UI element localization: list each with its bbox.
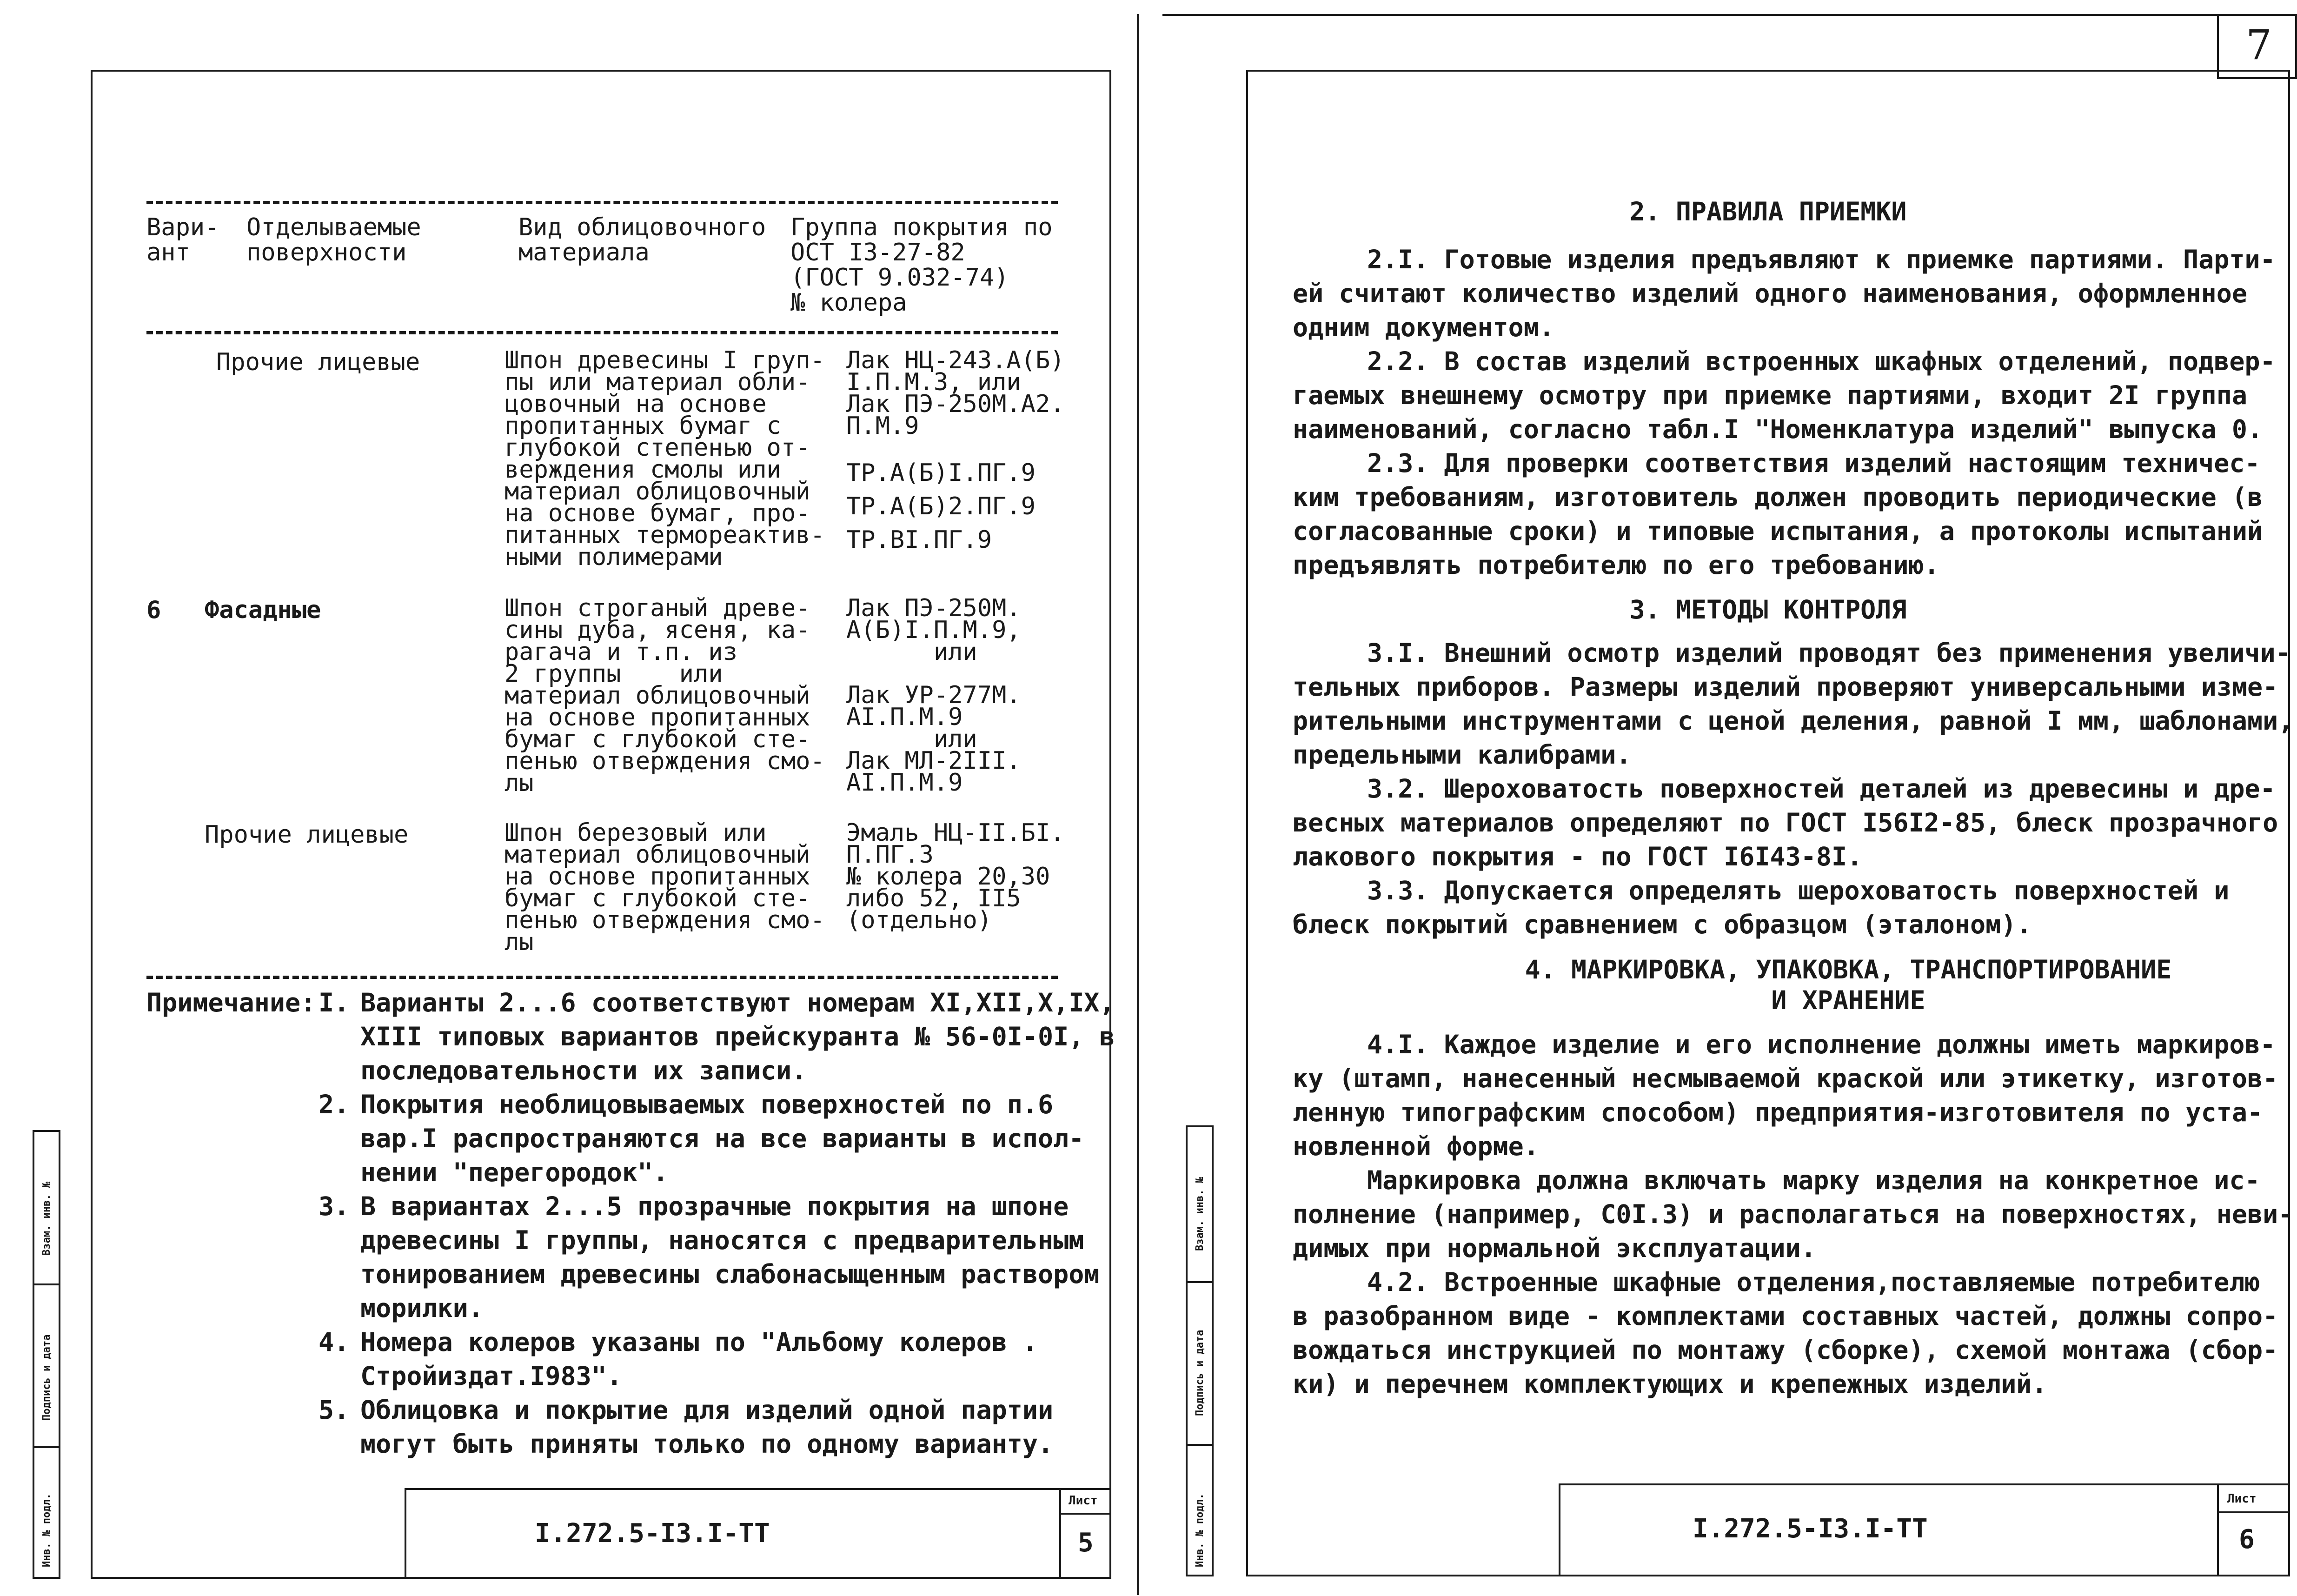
left-doc-code: I.272.5-I3.I-TT [535, 1518, 770, 1549]
col-header-group: Группа покрытия по ОСТ I3-27-82 (ГОСТ 9.032-74) № колера [790, 213, 1053, 317]
note-3-num: 3. [319, 1191, 350, 1221]
section-3-title: 3. МЕТОДЫ КОНТРОЛЯ [1629, 595, 1907, 625]
note-5-text: Облицовка и покрытие для изделий одной партии могут быть приняты только по одному варианту. [360, 1395, 1054, 1459]
right-margin-label-1: Взам. инв. № [1194, 1177, 1206, 1251]
para-4-1b-text: Маркировка должна включать марку изделия на конкретное ис- полнение (например, С0I.3) и располагаться на поверхностях, неви- димых при нормальной эксплуатации. [1293, 1165, 2294, 1263]
left-sheet-label-rule [1059, 1513, 1111, 1515]
row3-surface: Прочие лицевые [205, 821, 409, 849]
left-title-divider [1059, 1488, 1061, 1579]
right-margin-rule-2 [1186, 1444, 1214, 1446]
left-margin-rule-1 [33, 1283, 60, 1285]
col-header-material: Вид облицовочного материала [518, 213, 766, 266]
para-3-2-text: 3.2. Шероховатость поверхностей деталей из древесины и дре- весных материалов определяют по ГОСТ I56I2-85, блеск прозрачного лакового покрытия - по ГОСТ I6I43-8I. [1293, 774, 2278, 871]
table-top-rule [146, 201, 1058, 204]
right-sheet-number: 6 [2239, 1524, 2255, 1555]
right-title-divider [2217, 1483, 2219, 1576]
row2-variant: 6 [146, 596, 161, 624]
left-margin-rule-2 [33, 1446, 60, 1448]
para-3-2 [1293, 772, 2278, 874]
para-2-3 [1293, 446, 2263, 582]
row2-coating-2: Лак УР-277М. АI.П.М.9 или Лак МЛ-2III. АI.П.М.9 [846, 681, 1021, 797]
left-sheet-label: Лист [1069, 1494, 1098, 1508]
note-2-text: Покрытия необлицовываемых поверхностей по п.6 вар.I распространяются на все варианты в испол- нении "перегородок". [360, 1090, 1084, 1187]
top-edge-rule [1162, 14, 2297, 16]
para-3-1-text: 3.I. Внешний осмотр изделий проводят без применения увеличи- тельных приборов. Размеры изделий проверяют универсальными изме- рительными инструментами с ценой деления, равной I мм, шаблонами, предельными калибрами. [1293, 638, 2294, 770]
row2-material: Шпон строганый древе- сины дуба, ясеня, ка- рагача и т.п. из 2 группы или материал облицовочный на основе пропитанных бумаг с глубокой сте- пенью отверждения смо- лы [505, 594, 825, 797]
para-3-1 [1293, 636, 2294, 772]
para-4-1-text: 4.I. Каждое изделие и его исполнение должны иметь маркиров- ку (штамп, нанесенный несмываемой краской или этикетку, изготов- ленную типографским способом) предприятия-изготовителя по уста- новленной форме. [1293, 1030, 2278, 1161]
right-margin-rule-1 [1186, 1281, 1214, 1283]
para-4-1b [1293, 1164, 2294, 1265]
col-header-surfaces: Отделываемые поверхности [246, 213, 421, 266]
note-2-num: 2. [319, 1090, 350, 1119]
note-5-num: 5. [319, 1395, 350, 1425]
table-bottom-rule [146, 976, 1058, 979]
para-4-1 [1293, 1028, 2278, 1164]
left-sheet-number: 5 [1078, 1528, 1094, 1558]
row3-coating-1: Эмаль НЦ-II.БI. П.ПГ.3 № колера 20,30 либо 52, II5 (отдельно) [846, 819, 1065, 934]
para-2-2 [1293, 345, 2276, 446]
corner-number: 7 [2246, 21, 2272, 69]
row3-material: Шпон березовый или материал облицовочный на основе пропитанных бумаг с глубокой сте- пенью отверждения смо- лы [505, 819, 825, 956]
section-4-title-line-2: И ХРАНЕНИЕ [1771, 985, 1925, 1015]
left-margin-label-2: Подпись и дата [41, 1334, 53, 1421]
notes-label: Примечание: [146, 988, 316, 1017]
section-4-title-line-1: 4. МАРКИРОВКА, УПАКОВКА, ТРАНСПОРТИРОВАНИЕ [1525, 955, 2172, 984]
row2-coating-1: Лак ПЭ-250М. А(Б)I.П.М.9, или [846, 594, 1021, 666]
para-2-2-text: 2.2. В состав изделий встроенных шкафных отделений, подвер- гаемых внешнему осмотру при приемке партиями, входит 2I группа наименований, согласно табл.I "Номенклатура изделий" выпуска 0. [1293, 346, 2276, 444]
section-2-title: 2. ПРАВИЛА ПРИЕМКИ [1629, 197, 1907, 226]
sheet-fold-line [1137, 14, 1139, 1595]
right-sheet-label: Лист [2227, 1492, 2257, 1506]
para-2-3-text: 2.3. Для проверки соответствия изделий настоящим техничес- ким требованиям, изготовитель должен проводить периодические (в согласованные сроки) и типовые испытания, а протоколы испытаний предъявлять потребителю по его требованию. [1293, 448, 2263, 580]
left-margin-label-1: Взам. инв. № [41, 1182, 53, 1256]
right-margin-label-3: Инв. № подл. [1194, 1493, 1206, 1567]
note-4-num: 4. [319, 1327, 350, 1357]
note-1-num: I. [319, 988, 350, 1017]
right-doc-code: I.272.5-I3.I-TT [1693, 1514, 1928, 1544]
right-margin-label-2: Подпись и дата [1194, 1330, 1206, 1416]
row1-coating-3: ТР.А(Б)2.ПГ.9 [846, 492, 1036, 520]
row1-surface: Прочие лицевые [216, 348, 420, 376]
para-4-2-text: 4.2. Встроенные шкафные отделения,поставляемые потребителю в разобранном виде - комплектами составных частей, должны сопро- вождаться инструкцией по монтажу (сборке), схемой монтажа (сбор- ки) и перечнем комплектующих и крепежных изделий. [1293, 1267, 2278, 1399]
para-3-3-text: 3.3. Допускается определять шероховатость поверхностей и блеск покрытий сравнением с образцом (эталоном). [1293, 876, 2230, 939]
note-4-text: Номера колеров указаны по "Альбому колеров . Стройиздат.I983". [360, 1327, 1038, 1391]
table-header-rule [146, 331, 1058, 334]
right-sheet-label-rule [2217, 1511, 2290, 1513]
row2-surface: Фасадные [205, 596, 321, 624]
note-1-text: Варианты 2...6 соответствуют номерам XI,XII,X,IX, XIII типовых вариантов прейскуранта № 56-0I-0I, в последовательности их записи. [360, 988, 1115, 1085]
row1-material: Шпон древесины I груп- пы или материал обли- цовочный на основе пропитанных бумаг с глубокой степенью от- верждения смолы или материал облицовочный на основе бумаг, про- питанных термореактив- ными полимерами [505, 346, 825, 571]
para-3-3 [1293, 874, 2230, 942]
row1-coating-4: ТР.ВI.ПГ.9 [846, 526, 992, 554]
para-2-1 [1293, 243, 2276, 345]
row1-coating-1: Лак НЦ-243.А(Б) I.П.М.3, или Лак ПЭ-250М.А2. П.М.9 [846, 346, 1065, 440]
left-margin-label-3: Инв. № подл. [41, 1493, 53, 1567]
note-3-text: В вариантах 2...5 прозрачные покрытия на шпоне древесины I группы, наносятся с предварительным тонированием древесины слабонасыщенным раствором морилки. [360, 1191, 1100, 1323]
row1-coating-2: ТР.А(Б)I.ПГ.9 [846, 459, 1036, 487]
para-2-1-text: 2.I. Готовые изделия предъявляют к приемке партиями. Парти- ей считают количество изделий одного наименования, оформленное одним документом. [1293, 245, 2276, 342]
col-header-variant: Вари- ант [146, 213, 219, 266]
para-4-2 [1293, 1265, 2278, 1401]
